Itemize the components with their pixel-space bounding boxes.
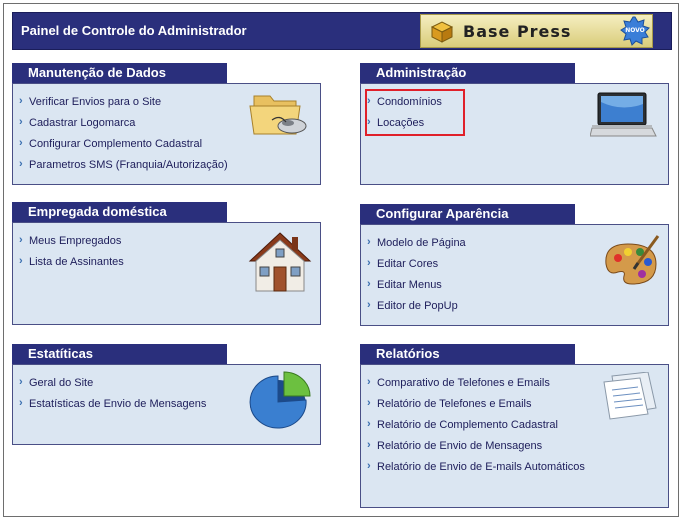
laptop-icon: [590, 90, 658, 140]
panel-title: Configurar Aparência: [360, 204, 575, 224]
pie-chart-icon: [248, 370, 312, 430]
box-icon: [429, 19, 455, 43]
link-geral-site[interactable]: › Geral do Site: [19, 377, 206, 398]
link-parametros-sms[interactable]: › Parametros SMS (Franquia/Autorização): [19, 159, 228, 180]
highlight-box: [365, 89, 465, 136]
link-editor-popup[interactable]: › Editor de PopUp: [367, 300, 466, 321]
link-condominios[interactable]: › Condomínios: [367, 96, 442, 117]
folder-mouse-icon: [246, 90, 310, 142]
link-lista-assinantes[interactable]: › Lista de Assinantes: [19, 256, 124, 277]
link-relatorio-complemento[interactable]: › Relatório de Complemento Cadastral: [367, 419, 585, 440]
paint-palette-icon: [600, 234, 662, 290]
link-verificar-envios[interactable]: › Verificar Envios para o Site: [19, 96, 228, 117]
top-header: [12, 12, 672, 50]
link-meus-empregados[interactable]: › Meus Empregados: [19, 235, 124, 256]
link-relatorio-telefones[interactable]: › Relatório de Telefones e Emails: [367, 398, 585, 419]
link-comparativo-telefones[interactable]: › Comparativo de Telefones e Emails: [367, 377, 585, 398]
new-badge-label: NOVO: [625, 27, 645, 34]
link-cadastrar-logomarca[interactable]: › Cadastrar Logomarca: [19, 117, 228, 138]
panel-title: Relatórios: [360, 344, 575, 364]
link-locacoes[interactable]: › Locações: [367, 117, 442, 138]
house-icon: [248, 231, 312, 293]
link-relatorio-envio-emails[interactable]: › Relatório de Envio de E-mails Automáticos: [367, 461, 585, 482]
panel-title: Manutenção de Dados: [12, 63, 227, 83]
panel-title: Empregada doméstica: [12, 202, 227, 222]
link-editar-menus[interactable]: › Editar Menus: [367, 279, 466, 300]
link-editar-cores[interactable]: › Editar Cores: [367, 258, 466, 279]
link-modelo-pagina[interactable]: › Modelo de Página: [367, 237, 466, 258]
link-estatisticas-envio[interactable]: › Estatísticas de Envio de Mensagens: [19, 398, 206, 419]
base-press-logo[interactable]: [420, 14, 653, 48]
documents-icon: [598, 372, 660, 420]
panel-title: Administração: [360, 63, 575, 83]
panel-title: Estatíticas: [12, 344, 227, 364]
link-configurar-complemento[interactable]: › Configurar Complemento Cadastral: [19, 138, 228, 159]
logo-text: Base Press: [463, 22, 572, 41]
page-title: Painel de Controle do Administrador: [21, 23, 247, 38]
link-relatorio-envio-mensagens[interactable]: › Relatório de Envio de Mensagens: [367, 440, 585, 461]
